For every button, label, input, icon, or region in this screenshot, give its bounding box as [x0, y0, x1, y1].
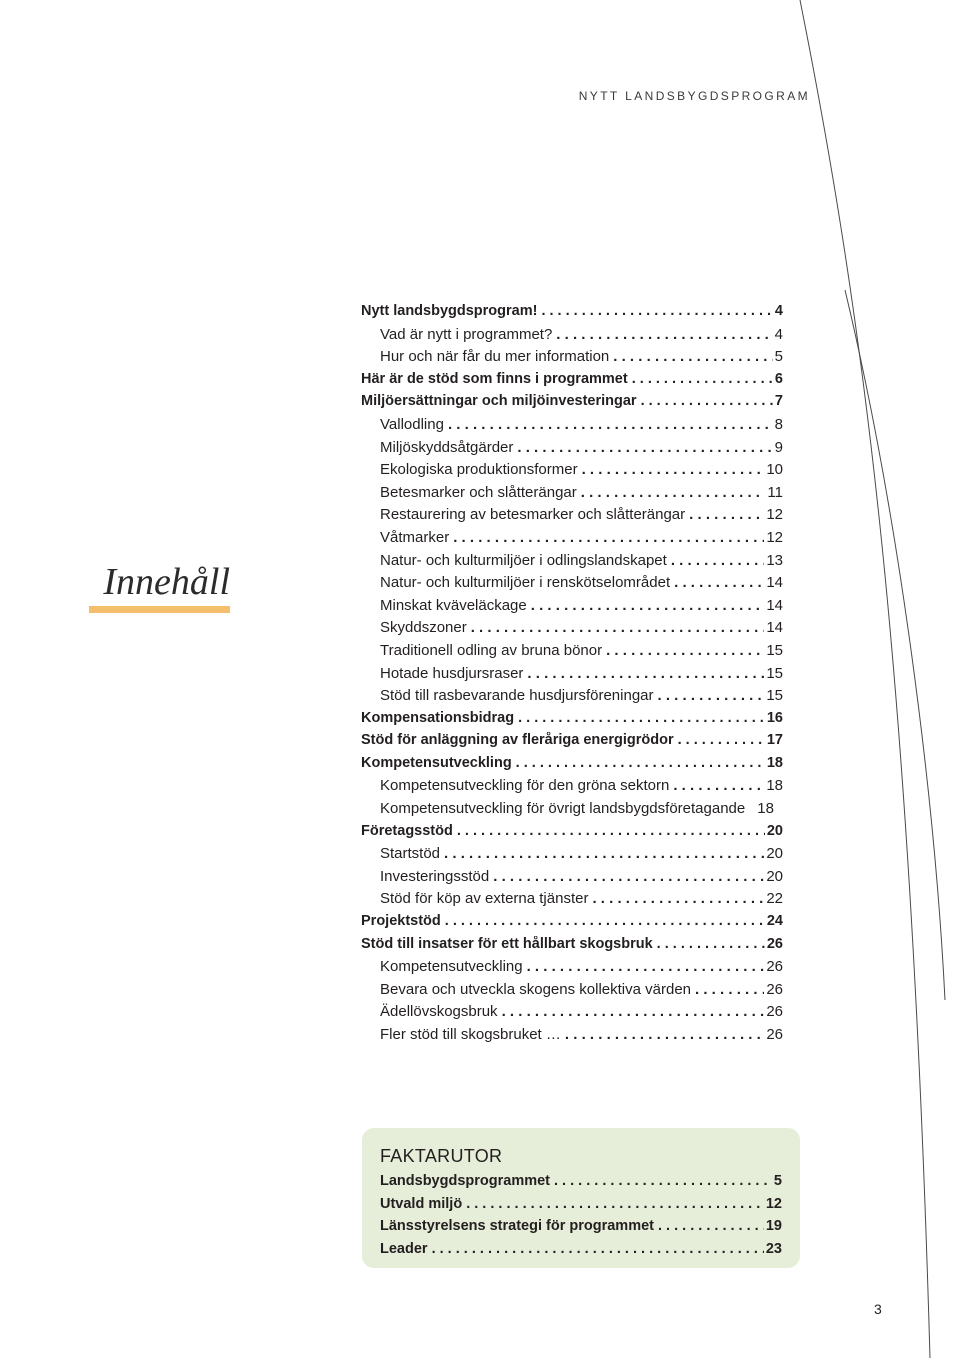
toc-entry-title: Stöd för anläggning av fleråriga energigrödor: [361, 732, 674, 749]
toc-entry-title: Här är de stöd som finns i programmet: [361, 370, 628, 387]
toc-entry-title: Miljöersättningar och miljöinvesteringar: [361, 393, 637, 410]
toc-entry-title: Miljöskyddsåtgärder: [380, 438, 514, 456]
toc-entry[interactable]: [361, 823, 783, 846]
faktaruta-entry[interactable]: [380, 1173, 782, 1196]
table-of-contents: [361, 303, 783, 1049]
toc-entry-page: 22: [766, 890, 783, 908]
dot-leader: [673, 777, 764, 794]
toc-entry-title: Vad är nytt i programmet?: [380, 325, 553, 343]
toc-entry[interactable]: [361, 800, 783, 823]
toc-entry[interactable]: [361, 597, 783, 620]
toc-entry-title: Bevara och utveckla skogens kollektiva värden: [380, 980, 692, 998]
toc-entry-page: 18: [766, 754, 783, 771]
dot-leader: [613, 348, 772, 365]
toc-entry-title: Utvald miljö: [380, 1195, 463, 1212]
toc-entry[interactable]: [361, 755, 783, 778]
dot-leader: [531, 597, 765, 614]
toc-entry-page: 15: [766, 641, 783, 659]
toc-entry-page: 24: [766, 913, 783, 930]
toc-entry-title: Kompetensutveckling: [361, 754, 512, 771]
toc-entry-title: Landsbygdsprogrammet: [380, 1173, 550, 1189]
toc-entry-title: Investeringsstöd: [380, 867, 490, 885]
page-number: 3: [874, 1301, 882, 1317]
toc-entry[interactable]: [361, 665, 783, 688]
toc-entry[interactable]: [361, 416, 783, 439]
dot-leader: [457, 823, 765, 839]
toc-entry-title: Stöd till rasbevarande husdjursföreningar: [380, 687, 654, 705]
toc-entry[interactable]: [361, 710, 783, 733]
toc-entry-page: 26: [766, 1003, 783, 1021]
toc-entry-title: Hotade husdjursraser: [380, 664, 524, 682]
toc-entry-title: Fler stöd till skogsbruket …: [380, 1026, 561, 1043]
dot-leader: [641, 393, 773, 409]
title-underline: [89, 606, 230, 613]
toc-entry-title: Vallodling: [380, 415, 444, 433]
toc-entry-page: 26: [766, 958, 783, 976]
toc-entry-title: Natur- och kulturmiljöer i odlingslandskapet: [380, 551, 667, 569]
toc-entry-title: Ekologiska produktionsformer: [380, 461, 578, 479]
toc-entry-page: 14: [766, 574, 783, 592]
toc-entry-page: 26: [766, 1026, 783, 1043]
toc-entry[interactable]: [361, 393, 783, 416]
toc-entry[interactable]: [361, 890, 783, 913]
toc-entry[interactable]: [361, 1026, 783, 1049]
toc-entry-page: 13: [766, 551, 783, 569]
toc-entry[interactable]: [361, 958, 783, 981]
toc-entry[interactable]: [361, 868, 783, 891]
toc-entry[interactable]: [361, 439, 783, 462]
toc-entry[interactable]: [361, 506, 783, 529]
toc-entry-title: Nytt landsbygdsprogram!: [361, 303, 538, 319]
dot-leader: [689, 506, 764, 523]
dot-leader: [432, 1241, 764, 1257]
toc-entry-page: 12: [766, 528, 783, 546]
dot-leader: [556, 326, 772, 343]
dot-leader: [592, 890, 764, 907]
toc-entry-title: Stöd för köp av externa tjänster: [380, 890, 589, 908]
section-title: Innehåll: [103, 561, 230, 603]
toc-entry-page: 26: [766, 980, 783, 998]
dot-leader: [606, 642, 764, 659]
toc-entry-page: 15: [766, 687, 783, 705]
toc-entry-title: Skyddszoner: [380, 619, 467, 637]
toc-entry-title: Traditionell odling av bruna bönor: [380, 641, 603, 659]
toc-entry-page: 18: [766, 777, 783, 795]
dot-leader: [527, 665, 764, 682]
toc-entry-title: Kompensationsbidrag: [361, 709, 515, 726]
toc-entry-page: 9: [774, 438, 783, 456]
toc-entry-page: 20: [766, 845, 783, 863]
dot-leader: [444, 845, 764, 862]
toc-entry[interactable]: [361, 371, 783, 394]
toc-entry[interactable]: [361, 552, 783, 575]
toc-entry-title: Våtmarker: [380, 528, 450, 546]
faktaruta-entry[interactable]: [380, 1241, 782, 1264]
dot-leader: [582, 461, 765, 478]
toc-entry-title: Projektstöd: [361, 913, 441, 930]
toc-entry[interactable]: [361, 1003, 783, 1026]
toc-entry[interactable]: [361, 529, 783, 552]
dot-leader: [674, 574, 764, 591]
toc-entry-page: 16: [766, 709, 783, 726]
dot-leader: [502, 1003, 765, 1020]
toc-entry[interactable]: [361, 619, 783, 642]
dot-leader: [466, 1196, 764, 1212]
dot-leader: [471, 619, 765, 636]
toc-entry-title: Hur och när får du mer information: [380, 348, 610, 366]
toc-entry-page: 17: [766, 732, 783, 749]
toc-entry[interactable]: [361, 303, 783, 326]
dot-leader: [632, 371, 773, 387]
dot-leader: [678, 732, 765, 748]
toc-entry-page: 23: [765, 1240, 782, 1257]
toc-entry-page: 5: [774, 348, 783, 366]
toc-entry-page: 14: [766, 596, 783, 614]
dot-leader: [541, 303, 772, 319]
toc-entry-page: 6: [774, 370, 783, 387]
dot-leader: [493, 868, 764, 885]
toc-entry[interactable]: [361, 845, 783, 868]
faktarutor-list: [380, 1173, 782, 1263]
toc-entry-title: Startstöd: [380, 845, 441, 863]
toc-entry-page: 15: [766, 664, 783, 682]
toc-entry-page: 8: [774, 415, 783, 433]
toc-entry-page: 4: [774, 303, 783, 319]
toc-entry-page: 11: [767, 483, 783, 501]
faktaruta-entry[interactable]: [380, 1218, 782, 1241]
toc-entry[interactable]: [361, 461, 783, 484]
toc-entry-page: 5: [773, 1173, 782, 1189]
toc-entry-title: Minskat kväveläckage: [380, 596, 527, 614]
toc-entry-title: Länsstyrelsens strategi för programmet: [380, 1218, 654, 1235]
toc-entry-title: Ädellövskogsbruk: [380, 1003, 498, 1021]
dot-leader: [581, 484, 766, 501]
toc-entry-title: Kompetensutveckling för den gröna sektorn: [380, 777, 670, 795]
toc-entry-page: 19: [765, 1218, 782, 1235]
toc-entry[interactable]: [361, 642, 783, 665]
toc-entry-page: 4: [774, 325, 783, 343]
dot-leader: [671, 552, 765, 569]
dot-leader: [657, 936, 765, 952]
dot-leader: [448, 416, 773, 433]
dot-leader: [445, 913, 765, 929]
dot-leader: [518, 710, 765, 726]
toc-entry-title: Kompetensutveckling för övrigt landsbygdsföretagande: [380, 800, 746, 818]
dot-leader: [554, 1173, 772, 1189]
toc-entry-page: 7: [774, 393, 783, 410]
dot-leader: [565, 1026, 764, 1043]
toc-entry-title: Betesmarker och slåtterängar: [380, 483, 577, 501]
faktarutor-heading: FAKTARUTOR: [380, 1146, 503, 1166]
toc-entry-page: 10: [766, 461, 783, 479]
toc-entry[interactable]: [361, 732, 783, 755]
faktarutor-box: [362, 1128, 800, 1268]
toc-entry-title: Leader: [380, 1240, 428, 1257]
dot-leader: [658, 1218, 764, 1234]
dot-leader: [517, 439, 772, 456]
toc-entry-page: 20: [766, 822, 783, 839]
dot-leader: [453, 529, 764, 546]
toc-entry[interactable]: [361, 913, 783, 936]
toc-entry[interactable]: [361, 936, 783, 959]
toc-entry-page: 20: [766, 867, 783, 885]
toc-entry[interactable]: [361, 348, 783, 371]
toc-entry-title: Natur- och kulturmiljöer i renskötselområdet: [380, 574, 671, 592]
toc-entry-page: 12: [766, 506, 783, 524]
toc-entry[interactable]: [361, 687, 783, 710]
toc-entry-title: Stöd till insatser för ett hållbart skogsbruk: [361, 935, 653, 952]
toc-entry-page: 26: [766, 935, 783, 952]
toc-entry-page: 12: [765, 1195, 782, 1212]
toc-entry[interactable]: [361, 326, 783, 349]
toc-entry-title: Kompetensutveckling: [380, 958, 523, 976]
toc-entry-page: 14: [766, 619, 783, 637]
toc-entry[interactable]: [361, 981, 783, 1004]
dot-leader: [527, 958, 765, 975]
toc-entry-page: 18: [757, 800, 774, 818]
toc-entry[interactable]: [361, 484, 783, 507]
dot-leader: [516, 755, 765, 771]
dot-leader: [658, 687, 765, 704]
toc-entry[interactable]: [361, 574, 783, 597]
toc-entry[interactable]: [361, 777, 783, 800]
faktaruta-entry[interactable]: [380, 1196, 782, 1219]
dot-leader: [695, 981, 764, 998]
running-head: NYTT LANDSBYGDSPROGRAM: [578, 89, 810, 103]
toc-entry-title: Restaurering av betesmarker och slåtterängar: [380, 506, 686, 524]
toc-entry-title: Företagsstöd: [361, 822, 453, 839]
